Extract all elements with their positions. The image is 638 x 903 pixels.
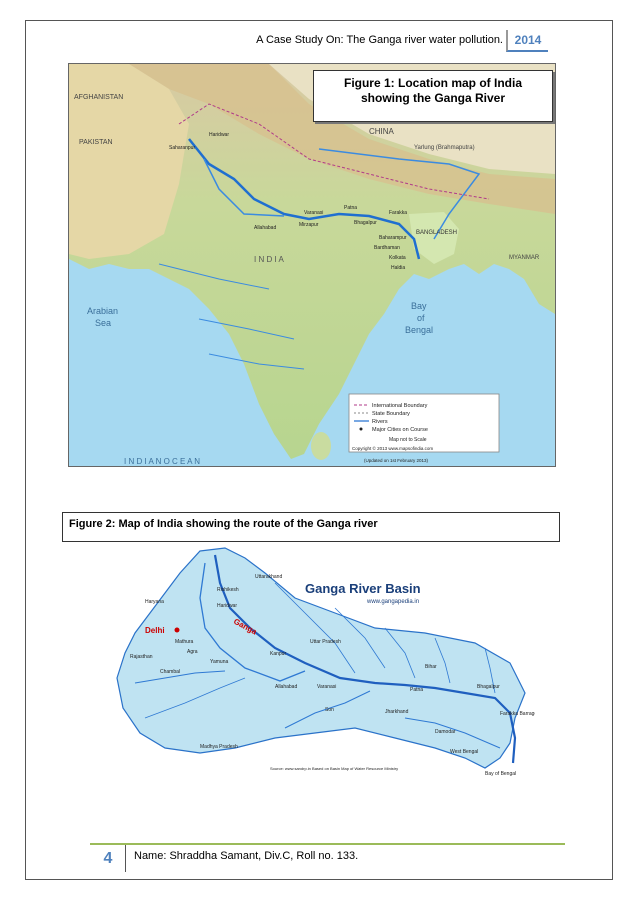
basin-label-yamuna: Yamuna <box>210 659 229 665</box>
label-saharanpur: Saharanpur <box>169 145 196 151</box>
figure2-caption: Figure 2: Map of India showing the route of the Ganga river <box>62 512 560 542</box>
label-arabian: Arabian <box>87 306 119 316</box>
page-header <box>60 30 548 52</box>
header-year: 2014 <box>506 30 548 52</box>
basin-label-kanpur: Kanpur <box>270 651 287 657</box>
basin-title: Ganga River Basin <box>305 581 421 596</box>
figure1-caption-line2: showing the Ganga River <box>360 91 506 105</box>
footer-divider <box>125 845 126 872</box>
label-bengal: Bengal <box>405 325 434 335</box>
label-yarlung: Yarlung (Brahmaputra) <box>414 145 475 151</box>
basin-label-madhya-pradesh: Madhya Pradesh <box>200 744 238 750</box>
label-bay: Bay <box>411 301 427 311</box>
basin-label-damodar: Damodar <box>435 729 456 735</box>
basin-label-agra: Agra <box>187 649 198 655</box>
label-china: CHINA <box>369 127 394 136</box>
label-of: of <box>417 313 425 323</box>
basin-label-bay: Bay of Bengal <box>485 771 517 777</box>
delhi-marker <box>175 628 180 633</box>
footer-author: Name: Shraddha Samant, Div.C, Roll no. 133. <box>134 850 359 862</box>
label-allahabad: Allahabad <box>254 225 277 231</box>
label-india: I N D I A <box>254 255 284 264</box>
label-indian-ocean: I N D I A N O C E A N <box>124 457 201 466</box>
legend-item-cities: Major Cities on Course <box>372 427 428 433</box>
basin-label-bhagalpur: Bhagalpur <box>477 684 500 690</box>
basin-label-rishikesh: Rishikesh <box>217 587 239 593</box>
sri-lanka <box>311 432 331 460</box>
basin-credit: Source: www.sandrp.in Based on Basin Map of Water Resource Ministry <box>270 766 399 771</box>
india-map-svg <box>69 64 555 466</box>
basin-label-bihar: Bihar <box>425 664 437 670</box>
label-mirzapur: Mirzapur <box>299 222 319 228</box>
label-kolkata: Kolkata <box>389 255 406 261</box>
header-title: A Case Study On: The Ganga river water pollution. <box>256 34 503 46</box>
figure1-caption-box <box>313 70 553 122</box>
label-bardhaman: Bardhaman <box>374 245 400 251</box>
label-farakka: Farakka <box>389 210 408 216</box>
legend-item-state: State Boundary <box>372 411 410 417</box>
basin-label-rajasthan: Rajasthan <box>130 654 153 660</box>
legend-item-rivers: Rivers <box>372 419 388 425</box>
basin-label-varanasi: Varanasi <box>317 684 337 690</box>
india-location-map <box>68 63 556 467</box>
label-sea: Sea <box>95 318 112 328</box>
basin-label-son: Son <box>325 707 334 713</box>
label-pakistan: PAKISTAN <box>79 139 113 146</box>
basin-label-haridwar: Haridwar <box>217 603 238 609</box>
basin-label-uttarakhand: Uttarakhand <box>255 574 283 580</box>
legend-note: Map not to Scale <box>389 437 427 443</box>
figure1-caption-line1: Figure 1: Location map of India <box>343 76 522 90</box>
basin-label-haryana: Haryana <box>145 599 164 605</box>
basin-label-jharkhand: Jharkhand <box>385 709 409 715</box>
basin-label-mathura: Mathura <box>175 639 194 645</box>
legend-copyright: Copyright © 2013 www.mapsofindia.com <box>352 446 434 451</box>
page-number: 4 <box>103 850 113 867</box>
basin-subtitle: www.gangapedia.in <box>367 599 420 605</box>
basin-label-farakka: Farakka Barrage <box>500 711 535 717</box>
label-haldia: Haldia <box>391 265 406 271</box>
basin-label-allahabad: Allahabad <box>275 684 298 690</box>
basin-label-west-bengal: West Bengal <box>450 749 479 755</box>
basin-label-delhi: Delhi <box>145 626 165 635</box>
legend-item-intl: International Boundary <box>372 403 428 409</box>
label-afghanistan: AFGHANISTAN <box>74 94 124 101</box>
label-baharampur: Baharampur <box>379 235 407 241</box>
label-bhagalpur: Bhagalpur <box>354 220 377 226</box>
label-myanmar: MYANMAR <box>509 255 540 261</box>
label-varanasi: Varanasi <box>304 210 324 216</box>
basin-label-patna: Patna <box>410 687 424 693</box>
basin-label-uttar-pradesh: Uttar Pradesh <box>310 639 341 645</box>
basin-label-ganga: Ganga <box>232 616 259 637</box>
label-bangladesh: BANGLADESH <box>416 230 458 236</box>
label-patna: Patna <box>344 205 358 211</box>
ganga-basin-svg <box>105 543 535 778</box>
ganga-basin-map <box>105 543 535 778</box>
footer-rule <box>90 843 565 845</box>
legend-updated: (Updated on 1st February 2013) <box>364 458 429 463</box>
basin-label-chambal: Chambal <box>160 669 181 675</box>
label-haridwar: Haridwar <box>209 132 230 138</box>
map-legend <box>349 394 499 452</box>
